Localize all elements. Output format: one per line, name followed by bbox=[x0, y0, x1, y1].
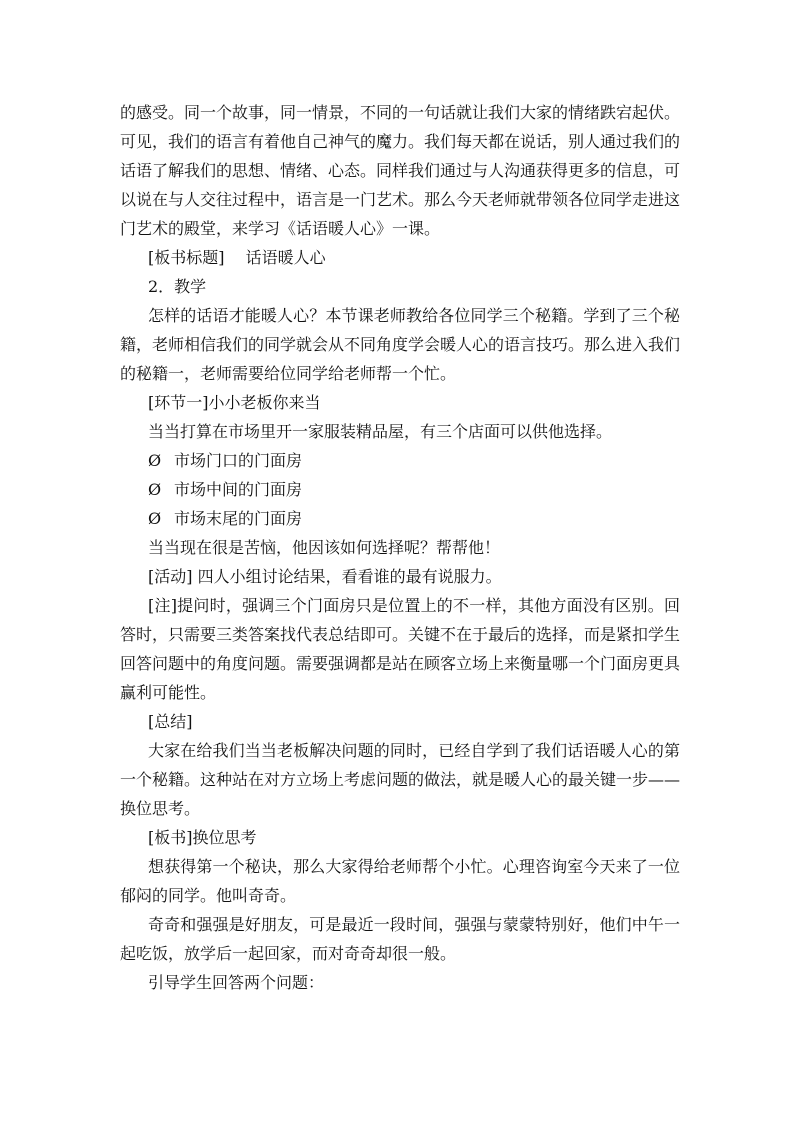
summary-paragraph: 大家在给我们当当老板解决问题的同时，已经自学到了我们话语暖人心的第一个秘籍。这种站在对方立场上考虑问题的做法，就是暖人心的最关键一步——换位思考。 bbox=[120, 741, 681, 818]
list-item bbox=[120, 446, 680, 475]
paragraph-help: 当当现在很是苦恼，他因该如何选择呢？帮帮他！ bbox=[148, 538, 501, 557]
section-heading-teaching: 2．教学 bbox=[148, 277, 207, 296]
bullet-icon: Ø bbox=[148, 480, 162, 499]
list-item-text: 市场末尾的门面房 bbox=[174, 509, 303, 528]
paragraph-guide-questions: 引导学生回答两个问题： bbox=[148, 973, 325, 992]
paragraph-intro: 的感受。同一个故事，同一情景，不同的一句话就让我们大家的情绪跌宕起伏。可见，我们的语言有着他自己神气的魔力。我们每天都在说话，别人通过我们的话语了解我们的思想、情绪、心态。同样我们通过与人沟通获得更多的信息，可以说在与人交往过程中，语言是一门艺术。那么今天老师就带领各位同学走进这门艺术的殿堂，来学习《话语暖人心》一课。 bbox=[120, 103, 681, 238]
paragraph-shop-choice: 当当打算在市场里开一家服装精品屋，有三个店面可以供他选择。 bbox=[148, 422, 613, 441]
bullet-icon: Ø bbox=[148, 451, 162, 470]
document-body bbox=[120, 98, 680, 997]
teacher-note: [注]提问时，强调三个门面房只是位置上的不一样，其他方面没有区别。回答时，只需要三类答案找代表总结即可。关键不在于最后的选择，而是紧扣学生回答问题中的角度问题。需要强调都是站在顾客立场上来衡量哪一个门面房更具赢利可能性。 bbox=[120, 596, 681, 702]
segment-one-heading: [环节一]小小老板你来当 bbox=[148, 393, 321, 412]
paragraph-secrets: 怎样的话语才能暖人心？本节课老师教给各位同学三个秘籍。学到了三个秘籍，老师相信我们的同学就会从不同角度学会暖人心的语言技巧。那么进入我们的秘籍一，老师需要给位同学给老师帮一个忙。 bbox=[120, 306, 681, 383]
board-title: [板书标题] 话语暖人心 bbox=[148, 248, 326, 267]
summary-heading: [总结] bbox=[148, 712, 193, 731]
paragraph-second-secret: 想获得第一个秘诀，那么大家得给老师帮个小忙。心理咨询室今天来了一位郁闷的同学。他叫奇奇。 bbox=[120, 857, 680, 905]
bullet-icon: Ø bbox=[148, 509, 162, 528]
board-note: [板书]换位思考 bbox=[148, 828, 257, 847]
list-item-text: 市场中间的门面房 bbox=[174, 480, 303, 499]
paragraph-story: 奇奇和强强是好朋友，可是最近一段时间，强强与蒙蒙特别好，他们中午一起吃饭，放学后一起回家，而对奇奇却很一般。 bbox=[120, 915, 680, 963]
list-item bbox=[120, 475, 680, 504]
list-item bbox=[120, 504, 680, 533]
list-item-text: 市场门口的门面房 bbox=[174, 451, 303, 470]
activity-note: [活动] 四人小组讨论结果，看看谁的最有说服力。 bbox=[148, 567, 502, 586]
